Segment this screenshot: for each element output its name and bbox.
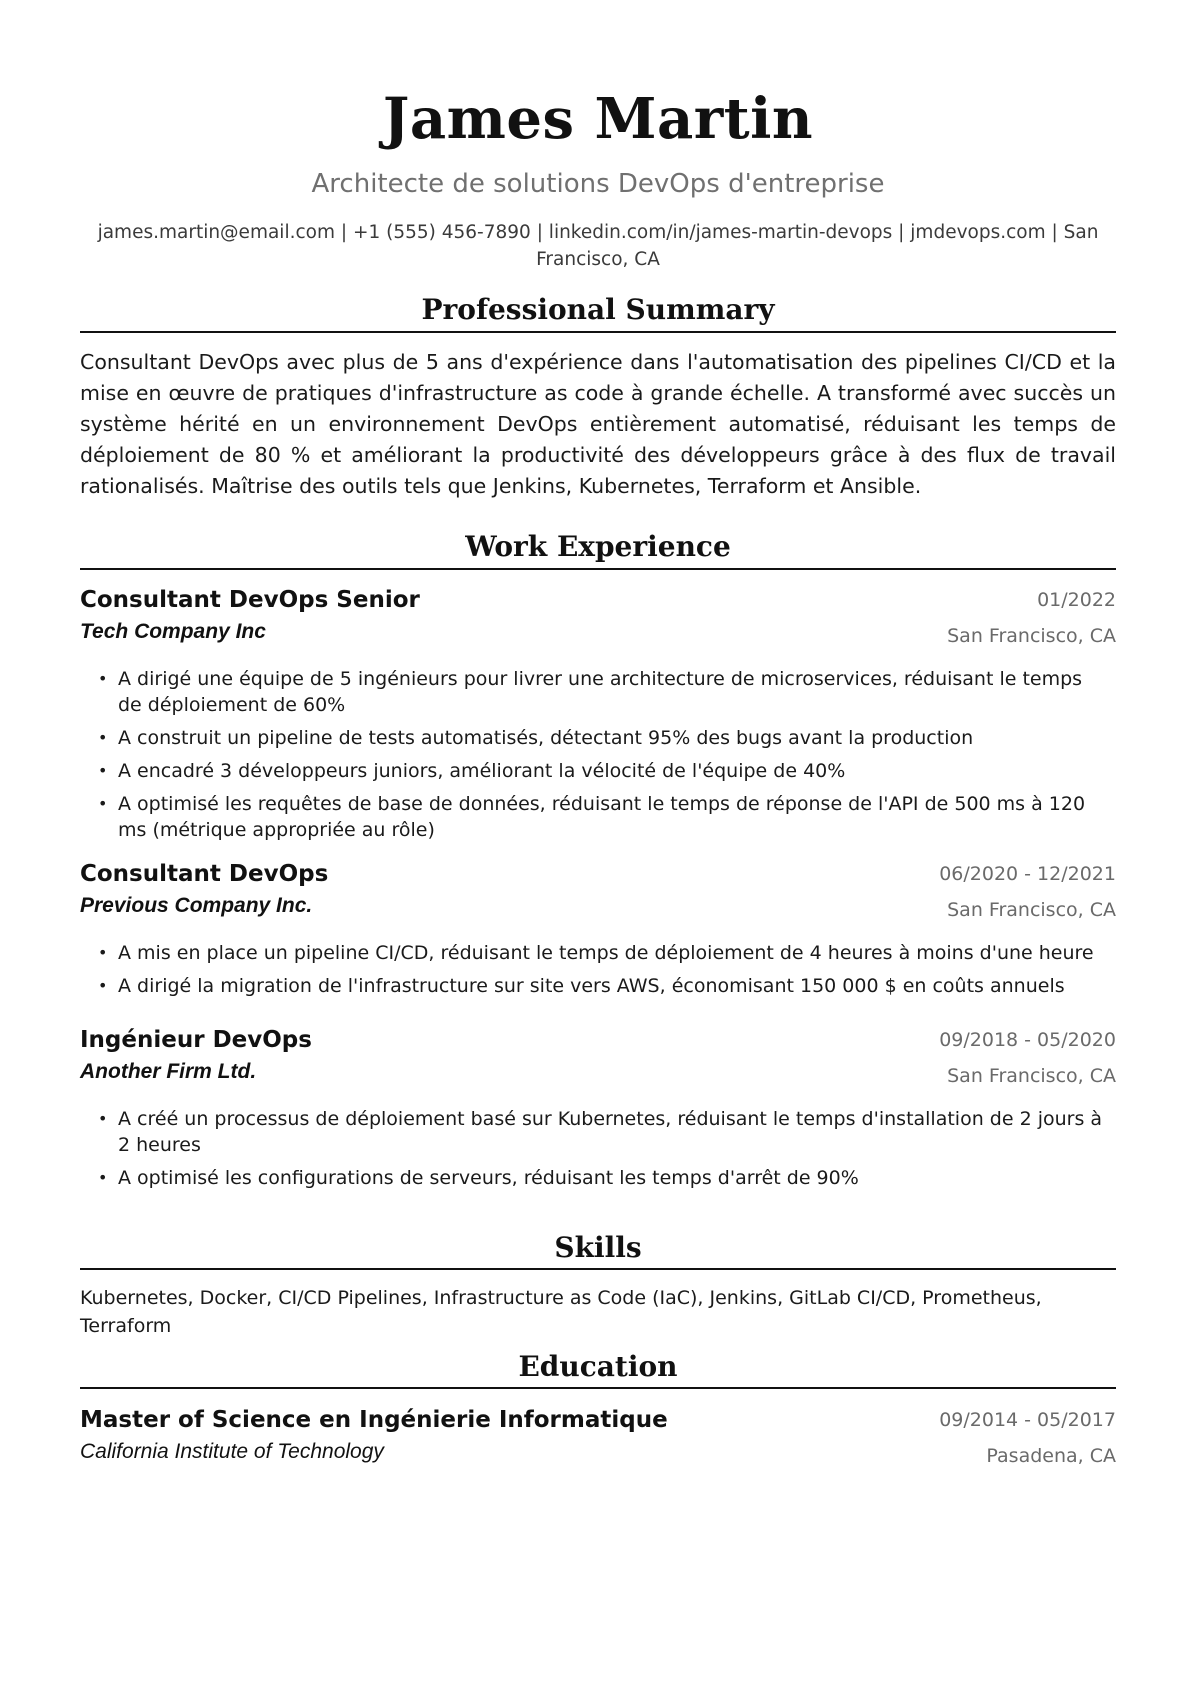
job-date: 01/2022: [1037, 589, 1116, 611]
bullet-icon: •: [98, 761, 108, 780]
job-date: 06/2020 - 12/2021: [939, 863, 1116, 885]
job-achievements: [98, 1106, 1108, 1198]
achievement-text: A optimisé les requêtes de base de données, réduisant le temps de réponse de l'API de 500 ms à 120 ms (métrique appropriée au rôle): [118, 793, 1086, 841]
job-title: Consultant DevOps: [80, 861, 329, 887]
education-divider: [80, 1387, 1116, 1389]
achievement-item: [98, 973, 1108, 999]
job-company: Tech Company Inc: [80, 620, 266, 643]
achievement-text: A dirigé la migration de l'infrastructure sur site vers AWS, économisant 150 000 $ en coûts annuels: [118, 975, 1065, 997]
education-date: 09/2014 - 05/2017: [939, 1409, 1116, 1431]
achievement-item: [98, 1106, 1108, 1158]
job-company: Previous Company Inc.: [80, 894, 313, 917]
bullet-icon: •: [98, 794, 108, 813]
bullet-icon: •: [98, 943, 108, 962]
achievement-item: [98, 758, 1108, 784]
bullet-icon: •: [98, 976, 108, 995]
summary-text: Consultant DevOps avec plus de 5 ans d'expérience dans l'automatisation des pipelines CI/CD et la mise en œuvre de pratiques d'infrastructure as code à grande échelle. A transformé avec succès un système hérité en un environnement DevOps entièrement automatisé, réduisant les temps de déploiement de 80 % et améliorant la productivité des développeurs grâce à des flux de travail rationalisés. Maîtrise des outils tels que Jenkins, Kubernetes, Terraform et Ansible.: [80, 350, 1116, 498]
experience-divider: [80, 568, 1116, 570]
achievement-item: [98, 791, 1108, 843]
education-heading: Education: [518, 1350, 678, 1383]
job-title: Ingénieur DevOps: [80, 1027, 312, 1053]
achievement-text: A dirigé une équipe de 5 ingénieurs pour livrer une architecture de microservices, réduisant le temps de déploiement de 60%: [118, 668, 1083, 716]
achievement-text: A créé un processus de déploiement basé sur Kubernetes, réduisant le temps d'installation de 2 jours à 2 heures: [118, 1108, 1103, 1156]
achievement-item: [98, 1165, 1108, 1191]
summary-heading: Professional Summary: [421, 293, 775, 326]
achievement-text: A mis en place un pipeline CI/CD, réduisant le temps de déploiement de 4 heures à moins d'une heure: [118, 942, 1094, 964]
job-date: 09/2018 - 05/2020: [939, 1029, 1116, 1051]
job-location: San Francisco, CA: [947, 899, 1116, 921]
achievement-item: [98, 725, 1108, 751]
bullet-icon: •: [98, 669, 108, 688]
bullet-icon: •: [98, 728, 108, 747]
achievement-item: [98, 940, 1108, 966]
achievement-text: A encadré 3 développeurs juniors, améliorant la vélocité de l'équipe de 40%: [118, 760, 846, 782]
degree-title: Master of Science en Ingénierie Informatique: [80, 1407, 668, 1433]
job-title: Consultant DevOps Senior: [80, 587, 420, 613]
job-location: San Francisco, CA: [947, 1065, 1116, 1087]
bullet-icon: •: [98, 1168, 108, 1187]
school-location: Pasadena, CA: [986, 1445, 1116, 1467]
candidate-name: James Martin: [382, 86, 814, 152]
candidate-headline: Architecte de solutions DevOps d'entreprise: [311, 169, 885, 199]
job-location: San Francisco, CA: [947, 625, 1116, 647]
skills-list: Kubernetes, Docker, CI/CD Pipelines, Infrastructure as Code (IaC), Jenkins, GitLab CI/CD, Prometheus, Terraform: [80, 1287, 1042, 1337]
skills-heading: Skills: [554, 1231, 642, 1264]
contact-info: [80, 219, 1116, 273]
job-company: Another Firm Ltd.: [80, 1060, 257, 1083]
achievement-item: [98, 666, 1108, 718]
job-achievements: [98, 666, 1108, 850]
contact-line-1: james.martin@email.com | +1 (555) 456-7890 | linkedin.com/in/james-martin-devops | jmdevops.com | San: [97, 222, 1099, 243]
bullet-icon: •: [98, 1109, 108, 1128]
summary-divider: [80, 331, 1116, 333]
school-name: California Institute of Technology: [80, 1440, 384, 1463]
contact-line-2: Francisco, CA: [536, 249, 660, 270]
skills-divider: [80, 1268, 1116, 1270]
achievement-text: A construit un pipeline de tests automatisés, détectant 95% des bugs avant la production: [118, 727, 974, 749]
experience-heading: Work Experience: [465, 530, 731, 563]
job-achievements: [98, 940, 1108, 1006]
achievement-text: A optimisé les configurations de serveurs, réduisant les temps d'arrêt de 90%: [118, 1167, 859, 1189]
